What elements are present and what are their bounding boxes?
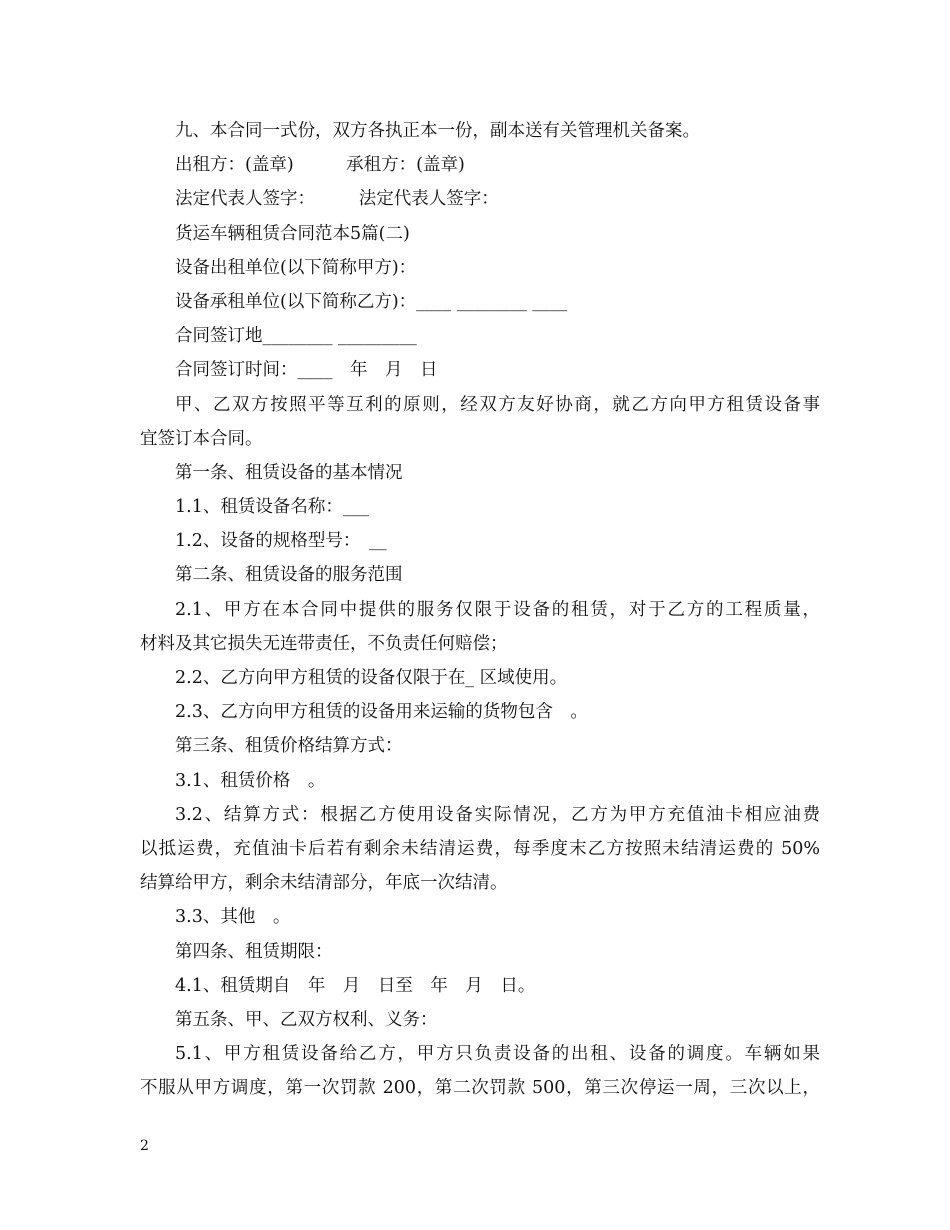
text-line: 合同签订地________ _________ [175, 326, 417, 347]
text-line: 3.1、租赁价格 。 [175, 770, 326, 791]
text-line: 2.3、乙方向甲方租赁的设备用来运输的货物包含 。 [175, 702, 588, 723]
text-line: 货运车辆租赁合同范本5篇(二) [175, 223, 410, 244]
text-line: 宜签订本合同。 [140, 428, 263, 449]
text-line: 1.1、租赁设备名称：___ [175, 497, 370, 518]
text-line: 3.3、其他 。 [175, 907, 291, 928]
text-line: 设备出租单位(以下简称甲方)： [175, 257, 417, 278]
text-line: 以抵运费，充值油卡后若有剩余未结清运费，每季度末乙方按照未结清运费的 50% [140, 838, 820, 859]
text-line: 出租方：(盖章) 承租方：(盖章) [175, 155, 465, 176]
text-line: 设备承租单位(以下简称乙方)：____ ________ ____ [175, 291, 568, 312]
text-line: 1.2、设备的规格型号： __ [175, 531, 387, 552]
text-line: 第一条、租赁设备的基本情况 [175, 462, 403, 483]
text-line: 3.2、结算方式：根据乙方使用设备实际情况，乙方为甲方充值油卡相应油费 [175, 804, 820, 825]
text-line: 第四条、租赁期限： [175, 941, 333, 962]
text-line: 材料及其它损失无连带责任，不负责任何赔偿； [140, 633, 508, 654]
text-line: 第五条、甲、乙双方权利、义务： [175, 1009, 438, 1030]
text-line: 5.1、甲方租赁设备给乙方，甲方只负责设备的出租、设备的调度。车辆如果 [175, 1044, 820, 1065]
text-line: 九、本合同一式份，双方各执正本一份，副本送有关管理机关备案。 [175, 121, 700, 141]
page-number: 2 [140, 1138, 149, 1154]
text-line: 甲、乙双方按照平等互利的原则，经双方友好协商，就乙方向甲方租赁设备事 [175, 394, 820, 415]
text-line: 结算给甲方，剩余未结清部分，年底一次结清。 [140, 873, 508, 894]
text-line: 第三条、租赁价格结算方式： [175, 736, 403, 757]
text-line: 第二条、租赁设备的服务范围 [175, 565, 403, 586]
text-line: 不服从甲方调度，第一次罚款 200，第二次罚款 500，第三次停运一周，三次以上， [140, 1078, 820, 1099]
text-line: 4.1、租赁期自 年 月 日至 年 月 日。 [175, 975, 536, 996]
document-body [140, 114, 820, 1105]
text-line: 2.2、乙方向甲方租赁的设备仅限于在_ 区域使用。 [175, 668, 568, 688]
text-line: 合同签订时间：____ 年 月 日 [175, 360, 438, 381]
text-line: 法定代表人签字： 法定代表人签字： [175, 189, 499, 210]
text-line: 2.1、甲方在本合同中提供的服务仅限于设备的租赁，对于乙方的工程质量， [175, 599, 820, 620]
